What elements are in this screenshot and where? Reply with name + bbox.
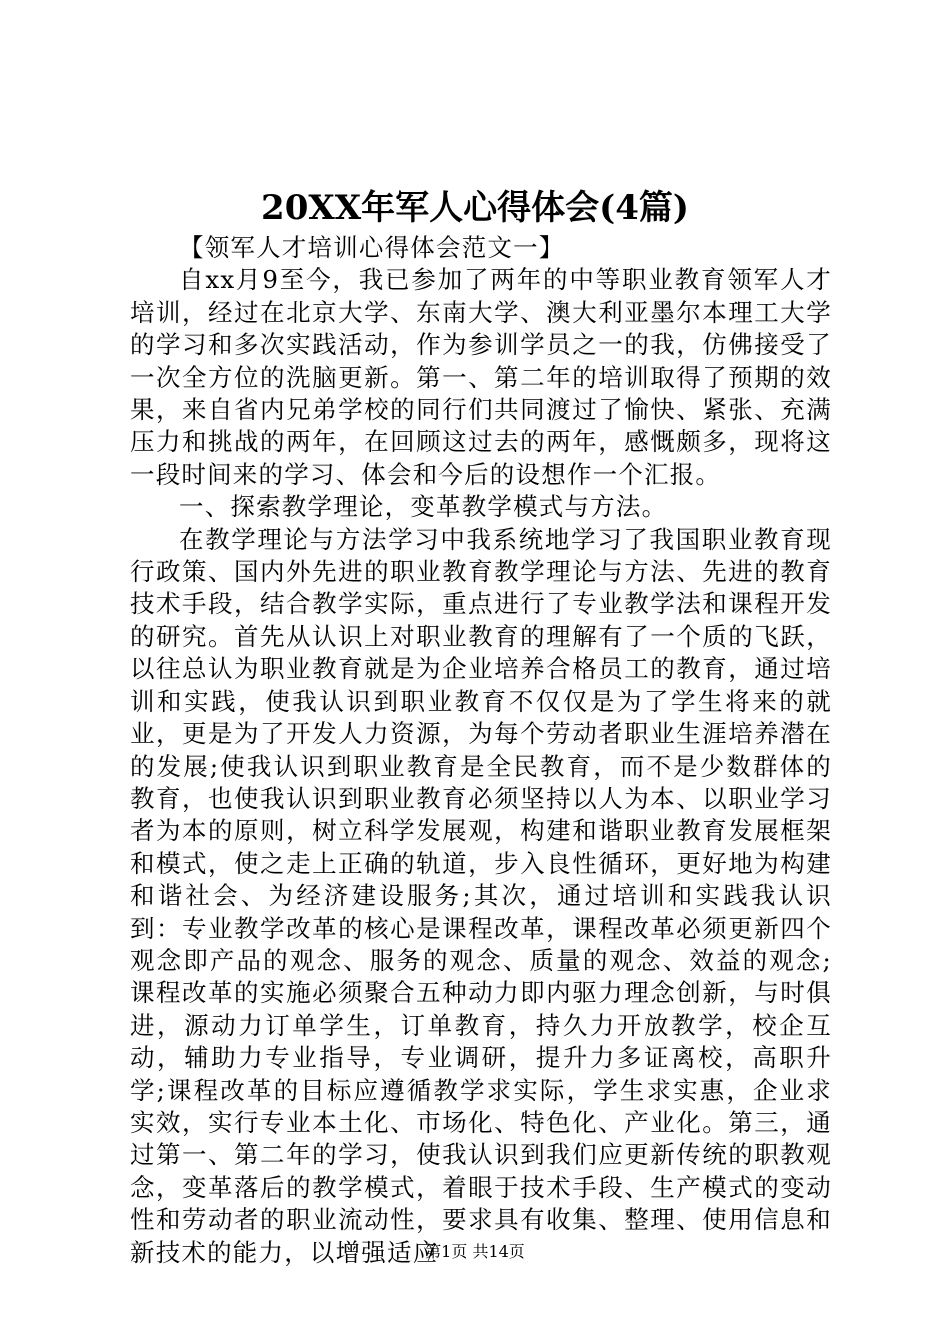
page-footer: 第1页 共14页	[425, 1242, 525, 1261]
paragraph: 自xx月9至今，我已参加了两年的中等职业教育领军人才培训，经过在北京大学、东南大学、澳大利亚墨尔本理工大学的学习和多次实践活动，作为参训学员之一的我，仿佛接受了一次全方位的洗脑更新。第一、第二年的培训取得了预期的效果，来自省内兄弟学校的同行们共同渡过了愉快、紧张、充满压力和挑战的两年，在回顾这过去的两年，感慨颇多，现将这一段时间来的学习、体会和今后的设想作一个汇报。	[130, 265, 832, 489]
subsection-heading: 一、探索教学理论，变革教学模式与方法。	[179, 492, 668, 522]
document-body	[130, 232, 832, 1269]
document-title: 20XX年军人心得体会(4篇)	[261, 188, 689, 228]
section-heading: 【领军人才培训心得体会范文一】	[179, 233, 565, 262]
paragraph: 在教学理论与方法学习中我系统地学习了我国职业教育现行政策、国内外先进的职业教育教学理论与方法、先进的教育技术手段，结合教学实际，重点进行了专业教学法和课程开发的研究。首先从认识上对职业教育的理解有了一个质的飞跃，以往总认为职业教育就是为企业培养合格员工的教育，通过培训和实践，使我认识到职业教育不仅仅是为了学生将来的就业，更是为了开发人力资源，为每个劳动者职业生涯培养潜在的发展;使我认识到职业教育是全民教育，而不是少数群体的教育，也使我认识到职业教育必须坚持以人为本、以职业学习者为本的原则，树立科学发展观，构建和谐职业教育发展框架和模式，使之走上正确的轨道，步入良性循环，更好地为构建和谐社会、为经济建设服务;其次，通过培训和实践我认识到：专业教学改革的核心是课程改革，课程改革必须更新四个观念即产品的观念、服务的观念、质量的观念、效益的观念;课程改革的实施必须聚合五种动力即内驱力理念创新，与时俱进，源动力订单学生，订单教育，持久力开放教学，校企互动，辅助力专业指导，专业调研，提升力多证离校，高职升学;课程改革的目标应遵循教学求实际，学生求实惠，企业求实效，实行专业本土化、市场化、特色化、产业化。第三，通过第一、第二年的学习，使我认识到我们应更新传统的职教观念，变革落后的教学模式，着眼于技术手段、生产模式的变动性和劳动者的职业流动性，要求具有收集、整理、使用信息和新技术的能力，以增强适应	[130, 524, 832, 1267]
